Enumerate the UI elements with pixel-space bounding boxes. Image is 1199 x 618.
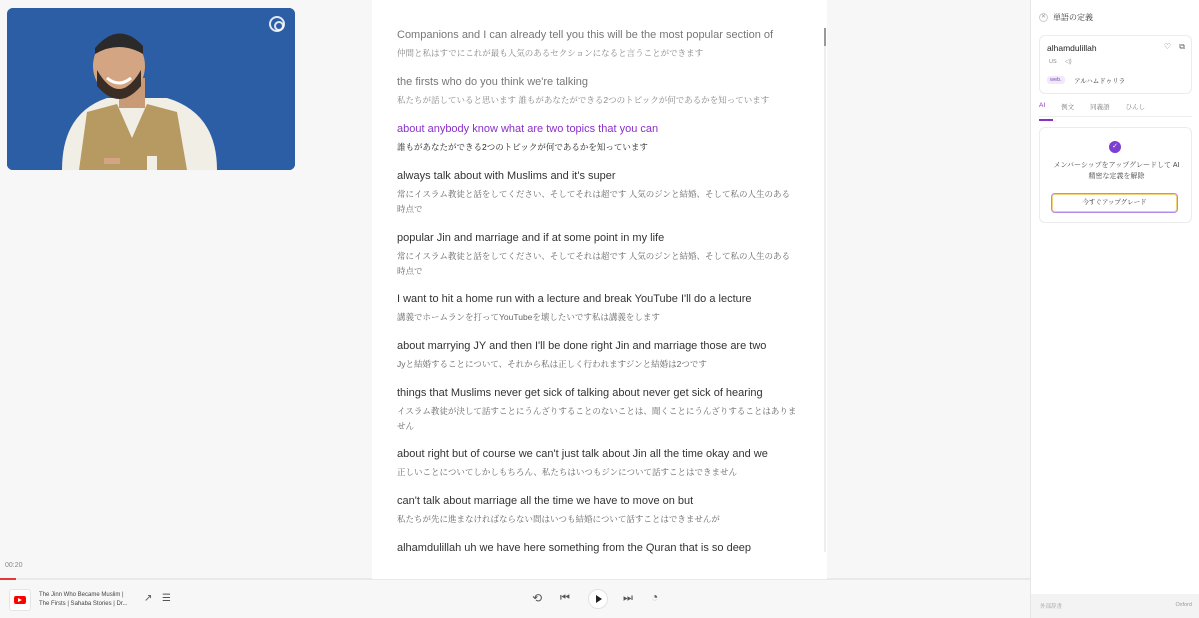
segment-translation: 常にイスラム教徒と話をしてください、そしてそれは超です 人気のジンと結婚、そして私の人生のある時点で xyxy=(397,189,790,214)
transcript-segment[interactable] xyxy=(397,494,797,527)
transcript-segment[interactable] xyxy=(397,292,797,325)
panel-footer xyxy=(1031,594,1199,618)
segment-translation: 私たちが先に進まなければならない間はいつも結婚について話すことはできませんが xyxy=(397,514,720,524)
segment-english[interactable]: alhamdulillah uh we have here something from the Quran that is so deep xyxy=(397,542,752,554)
segment-translation: 私たちが話していると思います 誰もがあなたができる2つのトピックが何であるかを知っています xyxy=(397,95,770,105)
segment-translation: Jyと結婚することについて、それから私は正しく行われますジンと結婚は2つです xyxy=(397,359,707,369)
playlist-icon[interactable]: ☰ xyxy=(162,593,171,604)
speed-icon[interactable]: ◔ xyxy=(651,590,659,604)
tab-synonyms[interactable]: 同義語 xyxy=(1090,104,1110,111)
tab-examples[interactable]: 例文 xyxy=(1061,104,1075,111)
source-tag: web. xyxy=(1047,76,1065,84)
transcript-segment[interactable] xyxy=(397,169,797,217)
current-time: 00:20 xyxy=(5,562,23,569)
upgrade-button[interactable]: 今すぐアップグレード xyxy=(1051,193,1178,213)
segment-english[interactable]: popular Jin and marriage and if at some point in my life xyxy=(397,232,665,244)
upgrade-card xyxy=(1039,127,1192,223)
transcript-segment[interactable] xyxy=(397,75,797,108)
transcript-segment[interactable] xyxy=(397,339,797,372)
panel-header xyxy=(1039,12,1093,23)
segment-english[interactable]: Companions and I can already tell you this will be the most popular section of xyxy=(397,29,774,41)
scrollbar-thumb[interactable] xyxy=(824,28,826,46)
verified-badge-icon: ✓ xyxy=(1109,141,1121,153)
youtube-icon[interactable] xyxy=(9,589,31,611)
transcript-segment[interactable] xyxy=(397,541,797,555)
segment-english[interactable]: I want to hit a home run with a lecture and break YouTube I'll do a lecture xyxy=(397,293,752,305)
segment-english[interactable]: about anybody know what are two topics that you can xyxy=(397,123,659,135)
panel-title: 単語の定義 xyxy=(1053,13,1093,22)
speaker-icon[interactable]: ◁) xyxy=(1065,59,1072,65)
transcript-segment[interactable] xyxy=(397,122,797,155)
segment-translation: 講義でホームランを打ってYouTubeを壊したいです私は講義をします xyxy=(397,312,660,322)
tab-ai[interactable]: AI xyxy=(1039,102,1045,116)
play-button[interactable] xyxy=(588,589,608,609)
word-card xyxy=(1039,35,1192,94)
word-text: alhamdulillah xyxy=(1047,43,1097,53)
track-title xyxy=(39,591,134,609)
segment-translation: 常にイスラム教徒と話をしてください、そしてそれは超です 人気のジンと結婚、そして私の人生のある時点で xyxy=(397,251,790,276)
transcript-segment[interactable] xyxy=(397,28,797,61)
segment-translation: 仲間と私はすでにこれが最も人気のあるセクションになると言うことができます xyxy=(397,48,704,58)
favorite-icon[interactable]: ♡ xyxy=(1163,42,1171,51)
segment-translation: イスラム教徒が決して話すことにうんざりすることのないことは、聞くことにうんざりすることはありません xyxy=(397,406,797,431)
next-icon[interactable]: ⏭ xyxy=(623,592,633,604)
dictionary-source: Oxford xyxy=(1175,602,1192,608)
segment-translation: 正しいことについてしかしもちろん、私たちはいつもジンについて話すことはできません xyxy=(397,467,737,477)
definition-tabs xyxy=(1039,102,1192,117)
speaker-figure-image xyxy=(7,8,295,170)
open-external-icon[interactable]: ↗ xyxy=(144,593,153,604)
transcript-segment[interactable] xyxy=(397,231,797,279)
segment-english[interactable]: always talk about with Muslims and it's super xyxy=(397,170,616,182)
word-reading: アルハムドゥリラ xyxy=(1074,78,1126,85)
previous-icon[interactable]: ⏮ xyxy=(560,592,570,604)
dictionary-panel xyxy=(1030,0,1199,618)
segment-english[interactable]: about marrying JY and then I'll be done right Jin and marriage those are two xyxy=(397,340,767,352)
transcript-segment[interactable] xyxy=(397,386,797,434)
segment-english[interactable]: things that Muslims never get sick of talking about never get sick of hearing xyxy=(397,387,763,399)
segment-english[interactable]: about right but of course we can't just talk about Jin all the time okay and we xyxy=(397,448,768,460)
segment-translation: 誰もがあなたができる2つのトピックが何であるかを知っています xyxy=(397,142,648,152)
logo-watermark-icon xyxy=(269,16,285,32)
share-icon[interactable]: ⧉ xyxy=(1179,42,1185,51)
tab-part-of-speech[interactable]: ひんし xyxy=(1125,104,1146,111)
transcript-scrollbar[interactable] xyxy=(824,28,826,552)
pronunciation-region: US xyxy=(1049,59,1057,65)
track-title-line1: The Jinn Who Became Muslim | xyxy=(39,592,124,598)
upgrade-message: メンバーシップをアップグレードして AI 精密な定義を解除 xyxy=(1053,162,1180,180)
external-dictionary-label[interactable]: 外部辞書 xyxy=(1040,604,1063,610)
video-player[interactable] xyxy=(7,8,295,170)
segment-english[interactable]: the firsts who do you think we're talking xyxy=(397,76,589,88)
segment-english[interactable]: can't talk about marriage all the time we have to move on but xyxy=(397,495,694,507)
transcript-segment[interactable] xyxy=(397,447,797,480)
track-title-line2: The Firsts | Sahaba Stories | Dr... xyxy=(39,601,128,607)
loop-icon[interactable]: ⟲ xyxy=(532,591,543,605)
close-icon[interactable]: ✕ xyxy=(1040,14,1047,20)
player-bar xyxy=(0,580,1030,618)
